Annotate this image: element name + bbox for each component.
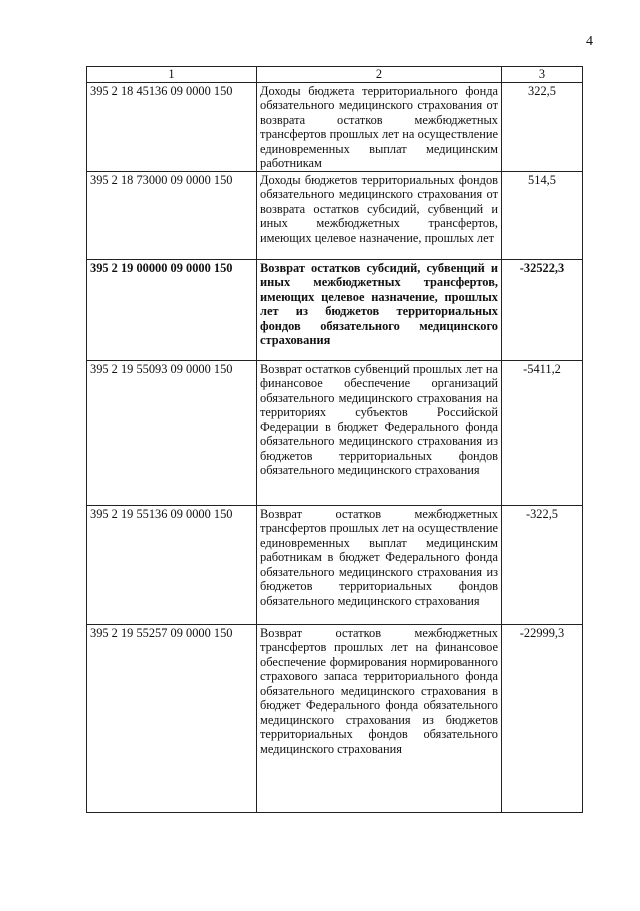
table-row (87, 624, 583, 812)
row-amount: 322,5 (502, 82, 583, 171)
table-row (87, 82, 583, 171)
row-description: Доходы бюджета территориального фонда обязательного медицинского страхования от возврата остатков межбюджетных трансфертов прошлых лет на осуществление единовременных выплат медицинским работникам (257, 82, 502, 171)
table-row (87, 505, 583, 624)
page-number: 4 (586, 34, 593, 49)
row-description: Возврат остатков субвенций прошлых лет на финансовое обеспечение организаций обязательного медицинского страхования на территориях субъектов Российской Федерации в бюджет Федерального фонда обязательного медицинского страхования из бюджетов территориальных фондов обязательного медицинского страхования (257, 360, 502, 505)
budget-table (86, 66, 583, 813)
table-row-total (87, 259, 583, 360)
row-code: 395 2 19 55093 09 0000 150 (87, 360, 257, 505)
row-description: Возврат остатков субсидий, субвенций и иных межбюджетных трансфертов, имеющих целевое назначение, прошлых лет из бюджетов территориальных фондов обязательного медицинского страхования (257, 259, 502, 360)
column-header-description: 2 (257, 67, 502, 83)
row-description: Возврат остатков межбюджетных трансфертов прошлых лет на осуществление единовременных выплат медицинским работникам в бюджет Федерального фонда обязательного медицинского страхования из бюджетов территориальных фондов обязательного медицинского страхования (257, 505, 502, 624)
table-header-row (87, 67, 583, 83)
row-code: 395 2 19 55257 09 0000 150 (87, 624, 257, 812)
column-header-amount: 3 (502, 67, 583, 83)
row-amount: -322,5 (502, 505, 583, 624)
table-row (87, 360, 583, 505)
row-code: 395 2 18 45136 09 0000 150 (87, 82, 257, 171)
row-code: 395 2 19 55136 09 0000 150 (87, 505, 257, 624)
row-description: Доходы бюджетов территориальных фондов обязательного медицинского страхования от возврата остатков субсидий, субвенций и иных межбюджетных трансфертов, имеющих целевое назначение, прошлых лет (257, 171, 502, 259)
row-code: 395 2 18 73000 09 0000 150 (87, 171, 257, 259)
row-amount: -22999,3 (502, 624, 583, 812)
row-amount: 514,5 (502, 171, 583, 259)
row-amount: -32522,3 (502, 259, 583, 360)
row-code: 395 2 19 00000 09 0000 150 (87, 259, 257, 360)
row-amount: -5411,2 (502, 360, 583, 505)
table-row (87, 171, 583, 259)
column-header-code: 1 (87, 67, 257, 83)
row-description: Возврат остатков межбюджетных трансфертов прошлых лет на финансовое обеспечение формирования нормированного страхового запаса территориального фонда обязательного медицинского страхования в бюджет Федерального фонда обязательного медицинского страхования из бюджетов территориальных фондов обязательного медицинского страхования (257, 624, 502, 812)
